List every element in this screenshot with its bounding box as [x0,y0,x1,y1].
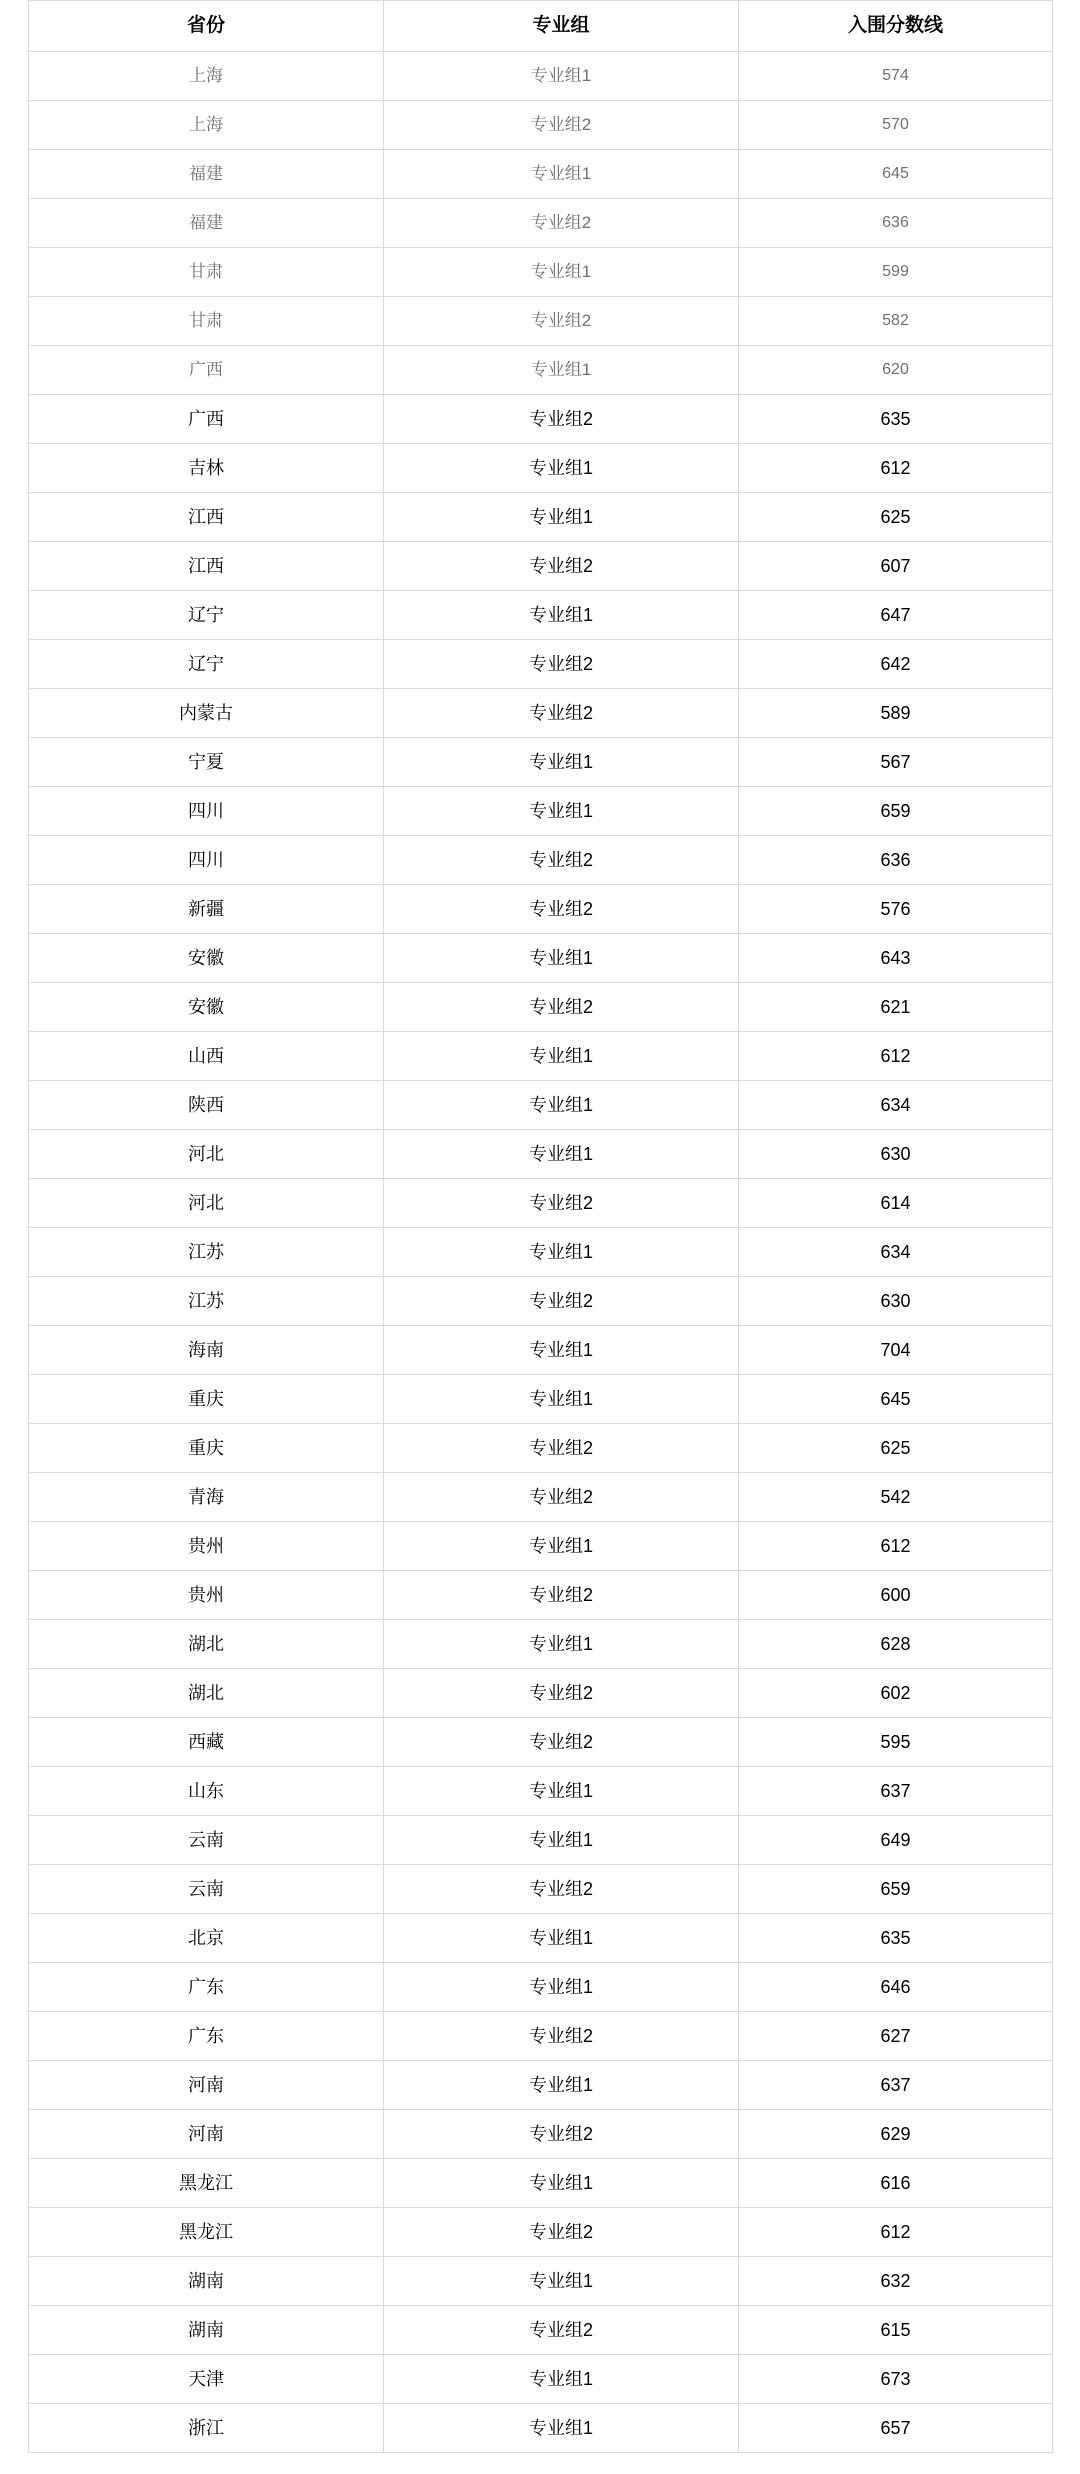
cell-score-line: 595 [739,1718,1053,1767]
table-row [29,2208,1053,2257]
cell-major-group: 专业组1 [384,493,739,542]
table-row [29,1424,1053,1473]
table-row [29,1081,1053,1130]
cell-major-group: 专业组2 [384,1669,739,1718]
cell-province: 西藏 [29,1718,384,1767]
cell-score-line: 615 [739,2306,1053,2355]
cell-major-group: 专业组1 [384,2355,739,2404]
cell-score-line: 574 [739,52,1053,101]
cell-score-line: 646 [739,1963,1053,2012]
cell-major-group: 专业组1 [384,52,739,101]
cell-score-line: 600 [739,1571,1053,1620]
table-row [29,1767,1053,1816]
cell-province: 上海 [29,101,384,150]
cell-major-group: 专业组1 [384,1326,739,1375]
cell-province: 四川 [29,836,384,885]
cell-province: 重庆 [29,1375,384,1424]
cell-score-line: 570 [739,101,1053,150]
cell-province: 贵州 [29,1522,384,1571]
table-row [29,640,1053,689]
cell-score-line: 589 [739,689,1053,738]
cell-province: 吉林 [29,444,384,493]
table-header [29,1,1053,52]
table-row [29,885,1053,934]
cell-province: 辽宁 [29,591,384,640]
table-row [29,2257,1053,2306]
cell-major-group: 专业组2 [384,885,739,934]
cell-major-group: 专业组2 [384,1571,739,1620]
cell-province: 陕西 [29,1081,384,1130]
column-header-major-group: 专业组 [384,1,739,52]
cell-major-group: 专业组1 [384,1522,739,1571]
table-row [29,1620,1053,1669]
cell-major-group: 专业组2 [384,983,739,1032]
table-row [29,542,1053,591]
cell-major-group: 专业组1 [384,1914,739,1963]
table-row [29,1032,1053,1081]
cell-major-group: 专业组2 [384,1179,739,1228]
cell-score-line: 620 [739,346,1053,395]
cell-province: 甘肃 [29,248,384,297]
cell-province: 云南 [29,1816,384,1865]
cell-province: 安徽 [29,983,384,1032]
cell-province: 山西 [29,1032,384,1081]
cell-major-group: 专业组1 [384,1081,739,1130]
table-row [29,1816,1053,1865]
table-row [29,101,1053,150]
cell-major-group: 专业组2 [384,1473,739,1522]
table-row [29,297,1053,346]
cell-major-group: 专业组1 [384,738,739,787]
cell-province: 重庆 [29,1424,384,1473]
cell-major-group: 专业组2 [384,1718,739,1767]
cell-province: 湖北 [29,1669,384,1718]
cell-major-group: 专业组2 [384,542,739,591]
cell-score-line: 627 [739,2012,1053,2061]
table-row [29,983,1053,1032]
cell-score-line: 637 [739,2061,1053,2110]
cell-province: 云南 [29,1865,384,1914]
cell-score-line: 607 [739,542,1053,591]
cell-score-line: 649 [739,1816,1053,1865]
cell-score-line: 645 [739,1375,1053,1424]
cell-score-line: 635 [739,1914,1053,1963]
cell-score-line: 634 [739,1228,1053,1277]
table-row [29,934,1053,983]
cell-major-group: 专业组2 [384,297,739,346]
table-row [29,2110,1053,2159]
cell-province: 河南 [29,2110,384,2159]
table-header-row [29,1,1053,52]
cell-province: 江苏 [29,1277,384,1326]
cell-province: 安徽 [29,934,384,983]
cell-major-group: 专业组2 [384,1424,739,1473]
column-header-score-line: 入围分数线 [739,1,1053,52]
cell-province: 宁夏 [29,738,384,787]
table-row [29,738,1053,787]
table-row [29,1228,1053,1277]
table-row [29,2159,1053,2208]
cell-major-group: 专业组2 [384,1277,739,1326]
table-row [29,1669,1053,1718]
table-row [29,1963,1053,2012]
table-row [29,1179,1053,1228]
cell-province: 福建 [29,150,384,199]
cell-province: 四川 [29,787,384,836]
table-row [29,2012,1053,2061]
cell-province: 内蒙古 [29,689,384,738]
cell-major-group: 专业组1 [384,1963,739,2012]
table-row [29,150,1053,199]
cell-major-group: 专业组1 [384,1620,739,1669]
cell-province: 贵州 [29,1571,384,1620]
cell-score-line: 621 [739,983,1053,1032]
cell-major-group: 专业组1 [384,2257,739,2306]
cell-province: 海南 [29,1326,384,1375]
cell-score-line: 659 [739,787,1053,836]
cell-major-group: 专业组1 [384,444,739,493]
cell-score-line: 582 [739,297,1053,346]
cell-score-line: 612 [739,2208,1053,2257]
cell-score-line: 659 [739,1865,1053,1914]
table-row [29,1473,1053,1522]
cell-score-line: 636 [739,836,1053,885]
cell-province: 北京 [29,1914,384,1963]
cell-major-group: 专业组2 [384,2306,739,2355]
table-row [29,1914,1053,1963]
cell-major-group: 专业组2 [384,2208,739,2257]
cell-score-line: 647 [739,591,1053,640]
cell-score-line: 616 [739,2159,1053,2208]
table-row [29,1865,1053,1914]
cell-major-group: 专业组1 [384,2404,739,2453]
cell-major-group: 专业组1 [384,2061,739,2110]
cell-score-line: 612 [739,1032,1053,1081]
cell-province: 黑龙江 [29,2159,384,2208]
cell-province: 河北 [29,1130,384,1179]
cell-score-line: 628 [739,1620,1053,1669]
table-row [29,689,1053,738]
cell-major-group: 专业组1 [384,346,739,395]
cell-score-line: 634 [739,1081,1053,1130]
cell-score-line: 567 [739,738,1053,787]
cell-score-line: 602 [739,1669,1053,1718]
cell-score-line: 636 [739,199,1053,248]
cell-province: 上海 [29,52,384,101]
cell-score-line: 576 [739,885,1053,934]
table-row [29,395,1053,444]
cell-major-group: 专业组1 [384,787,739,836]
cell-major-group: 专业组2 [384,689,739,738]
cell-major-group: 专业组2 [384,101,739,150]
table-row [29,1130,1053,1179]
cell-score-line: 630 [739,1277,1053,1326]
table-row [29,787,1053,836]
table-row [29,1571,1053,1620]
cell-province: 广西 [29,395,384,444]
cell-province: 江苏 [29,1228,384,1277]
cell-province: 湖南 [29,2306,384,2355]
cell-score-line: 629 [739,2110,1053,2159]
cell-score-line: 612 [739,444,1053,493]
cell-score-line: 542 [739,1473,1053,1522]
cell-province: 江西 [29,493,384,542]
cell-province: 湖北 [29,1620,384,1669]
cell-score-line: 625 [739,493,1053,542]
cell-score-line: 704 [739,1326,1053,1375]
cell-major-group: 专业组1 [384,1375,739,1424]
cell-major-group: 专业组2 [384,199,739,248]
cell-score-line: 599 [739,248,1053,297]
cell-score-line: 630 [739,1130,1053,1179]
cell-major-group: 专业组2 [384,1865,739,1914]
cell-major-group: 专业组2 [384,640,739,689]
table-row [29,1277,1053,1326]
table-row [29,248,1053,297]
cell-major-group: 专业组1 [384,1816,739,1865]
table-row [29,2061,1053,2110]
column-header-province: 省份 [29,1,384,52]
cell-major-group: 专业组1 [384,1032,739,1081]
cell-province: 江西 [29,542,384,591]
cell-major-group: 专业组2 [384,395,739,444]
cell-province: 广东 [29,2012,384,2061]
cell-score-line: 614 [739,1179,1053,1228]
table-row [29,1522,1053,1571]
cell-major-group: 专业组1 [384,934,739,983]
cell-score-line: 645 [739,150,1053,199]
cell-province: 辽宁 [29,640,384,689]
admission-score-table [28,0,1053,2453]
cell-major-group: 专业组1 [384,1228,739,1277]
table-body [29,52,1053,2453]
table-row [29,52,1053,101]
table-row [29,199,1053,248]
cell-score-line: 637 [739,1767,1053,1816]
cell-score-line: 642 [739,640,1053,689]
cell-province: 青海 [29,1473,384,1522]
cell-province: 天津 [29,2355,384,2404]
cell-province: 新疆 [29,885,384,934]
cell-major-group: 专业组1 [384,248,739,297]
table-row [29,444,1053,493]
cell-province: 黑龙江 [29,2208,384,2257]
table-row [29,836,1053,885]
cell-province: 浙江 [29,2404,384,2453]
cell-major-group: 专业组2 [384,2012,739,2061]
cell-province: 湖南 [29,2257,384,2306]
cell-score-line: 625 [739,1424,1053,1473]
cell-score-line: 632 [739,2257,1053,2306]
cell-province: 广东 [29,1963,384,2012]
cell-score-line: 643 [739,934,1053,983]
cell-major-group: 专业组1 [384,1130,739,1179]
cell-province: 河北 [29,1179,384,1228]
table-row [29,2404,1053,2453]
table-row [29,1718,1053,1767]
table-row [29,1326,1053,1375]
cell-score-line: 673 [739,2355,1053,2404]
table-row [29,2306,1053,2355]
cell-province: 福建 [29,199,384,248]
table-row [29,1375,1053,1424]
cell-province: 山东 [29,1767,384,1816]
cell-major-group: 专业组1 [384,591,739,640]
cell-major-group: 专业组2 [384,2110,739,2159]
cell-province: 广西 [29,346,384,395]
cell-province: 甘肃 [29,297,384,346]
cell-score-line: 635 [739,395,1053,444]
table-row [29,346,1053,395]
cell-score-line: 612 [739,1522,1053,1571]
cell-major-group: 专业组1 [384,150,739,199]
table-row [29,591,1053,640]
cell-major-group: 专业组1 [384,1767,739,1816]
cell-major-group: 专业组2 [384,836,739,885]
table-row [29,493,1053,542]
cell-major-group: 专业组1 [384,2159,739,2208]
cell-province: 河南 [29,2061,384,2110]
cell-score-line: 657 [739,2404,1053,2453]
table-row [29,2355,1053,2404]
